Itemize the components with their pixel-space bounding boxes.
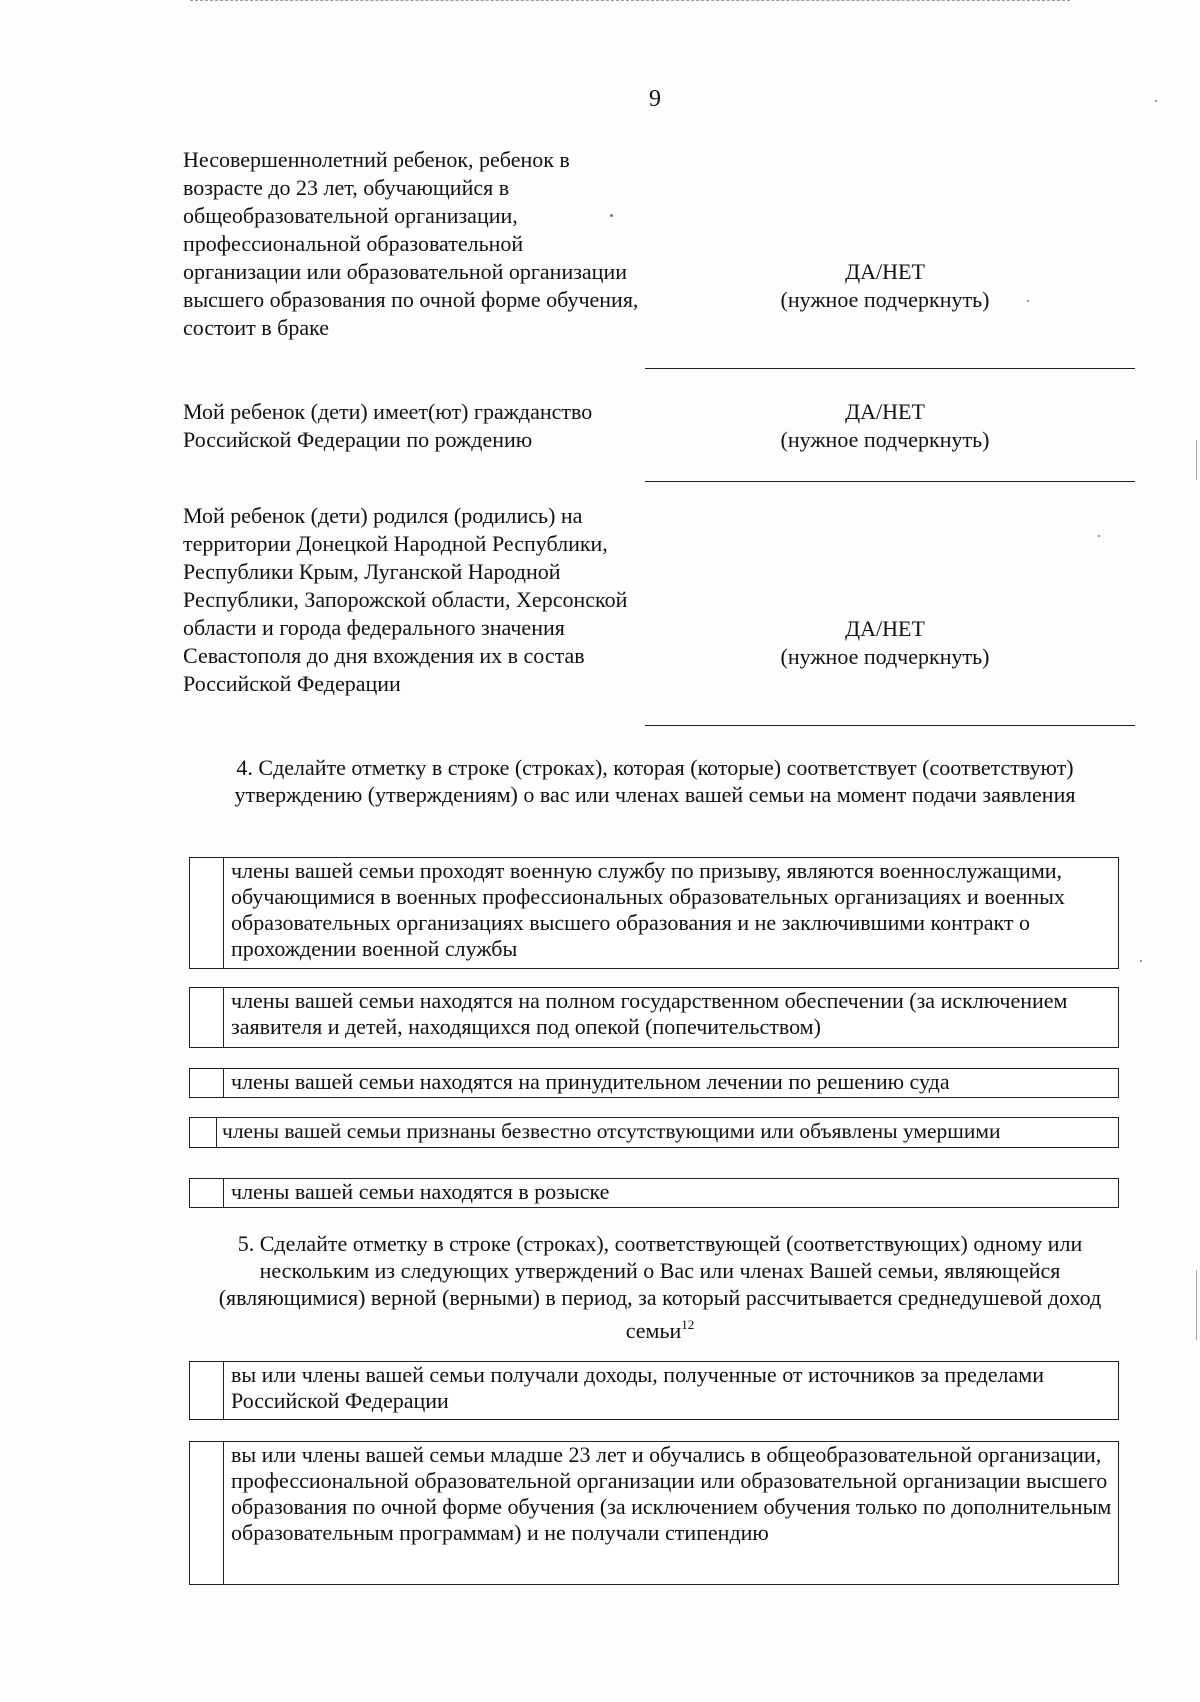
question-3-hint: (нужное подчеркнуть) bbox=[780, 644, 990, 669]
scan-edge-mark bbox=[1196, 440, 1197, 480]
section-4-row-1-checkbox[interactable] bbox=[190, 858, 224, 968]
question-2-hint: (нужное подчеркнуть) bbox=[780, 427, 990, 452]
section-5-row-2 bbox=[189, 1441, 1119, 1585]
section-5-row-2-checkbox[interactable] bbox=[190, 1442, 224, 1584]
section-5-row-2-text: вы или члены вашей семьи младше 23 лет и обучались в общеобразовательной организации, профессиональной образовательной организации или образовательной организации высшего образования по очной форме обучения (за исключением обучения только по дополнительным образовательным программам) и не получали стипендию bbox=[231, 1442, 1112, 1545]
section-4-row-2-checkbox[interactable] bbox=[190, 988, 224, 1047]
section-5-footnote-ref: 12 bbox=[681, 1317, 695, 1332]
question-3-answer bbox=[660, 615, 1110, 671]
section-4-row-1 bbox=[189, 857, 1119, 969]
scan-edge-mark bbox=[1196, 1270, 1197, 1340]
section-4-row-5-checkbox[interactable] bbox=[190, 1179, 224, 1207]
section-4-row-3 bbox=[189, 1068, 1119, 1098]
scan-speck bbox=[1027, 300, 1029, 302]
question-2-label: Мой ребенок (дети) имеет(ют) гражданство Российской Федерации по рождению bbox=[183, 399, 593, 452]
section-4-row-4 bbox=[189, 1117, 1119, 1148]
question-2-answer bbox=[660, 398, 1110, 454]
section-4-row-2-text: члены вашей семьи находятся на полном государственном обеспечении (за исключением заявителя и детей, находящихся под опекой (попечительством) bbox=[231, 988, 1068, 1039]
question-3-yes-no[interactable]: ДА/НЕТ bbox=[845, 616, 925, 641]
section-4-heading: 4. Сделайте отметку в строке (строках), которая (которые) соответствует (соответствуют) утверждению (утверждениям) о вас или членах вашей семьи на момент подачи заявления bbox=[234, 755, 1076, 807]
section-5-heading bbox=[200, 1230, 1120, 1344]
page-top-edge bbox=[190, 0, 1070, 1]
section-4-row-5-text: члены вашей семьи находятся в розыске bbox=[231, 1179, 610, 1204]
section-4-row-5 bbox=[189, 1178, 1119, 1208]
section-4-row-4-text: члены вашей семьи признаны безвестно отсутствующими или объявлены умершими bbox=[222, 1119, 1001, 1143]
scan-speck bbox=[610, 214, 613, 217]
question-3-label: Мой ребенок (дети) родился (родились) на территории Донецкой Народной Республики, Республики Крым, Луганской Народной Республики, Запорожской области, Херсонской области и города федерального значения Севастополя до дня вхождения их в состав Российской Федерации bbox=[183, 503, 628, 696]
section-5-heading-text: 5. Сделайте отметку в строке (строках), соответствующей (соответствующих) одному или нескольким из следующих утверждений о Вас или членах Вашей семьи, являющейся (являющимися) верной (верными) в период, за который рассчитывается среднедушевой доход семьи bbox=[218, 1231, 1102, 1343]
section-5-row-1-checkbox[interactable] bbox=[190, 1362, 224, 1419]
page-number: 9 bbox=[649, 86, 661, 112]
question-2-yes-no[interactable]: ДА/НЕТ bbox=[845, 399, 925, 424]
section-4-row-3-checkbox[interactable] bbox=[190, 1069, 224, 1097]
scan-speck bbox=[1140, 960, 1142, 962]
question-1-hint: (нужное подчеркнуть) bbox=[780, 287, 990, 312]
question-3-answer-line bbox=[645, 725, 1135, 726]
question-1-answer bbox=[660, 258, 1110, 314]
question-2-answer-line bbox=[645, 481, 1135, 482]
section-5-row-1 bbox=[189, 1361, 1119, 1420]
section-4-row-4-checkbox[interactable] bbox=[190, 1118, 217, 1147]
scan-speck bbox=[1098, 535, 1100, 537]
scan-speck bbox=[1155, 100, 1157, 102]
section-4-row-2 bbox=[189, 987, 1119, 1048]
section-4-row-1-text: члены вашей семьи проходят военную службу по призыву, являются военнослужащими, обучающимися в военных профессиональных образовательных организациях и военных образовательных организациях высшего образования и не заключившими контракт о прохождении военной службы bbox=[231, 858, 1065, 961]
question-1-answer-line bbox=[645, 368, 1135, 369]
question-1-label: Несовершеннолетний ребенок, ребенок в возрасте до 23 лет, обучающийся в общеобразовательной организации, профессиональной образовательной организации или образовательной организации высшего образования по очной форме обучения, состоит в браке bbox=[183, 147, 639, 340]
section-4-row-3-text: члены вашей семьи находятся на принудительном лечении по решению суда bbox=[231, 1069, 950, 1094]
section-5-row-1-text: вы или члены вашей семьи получали доходы, полученные от источников за пределами Российской Федерации bbox=[231, 1362, 1044, 1413]
question-1-yes-no[interactable]: ДА/НЕТ bbox=[845, 259, 925, 284]
